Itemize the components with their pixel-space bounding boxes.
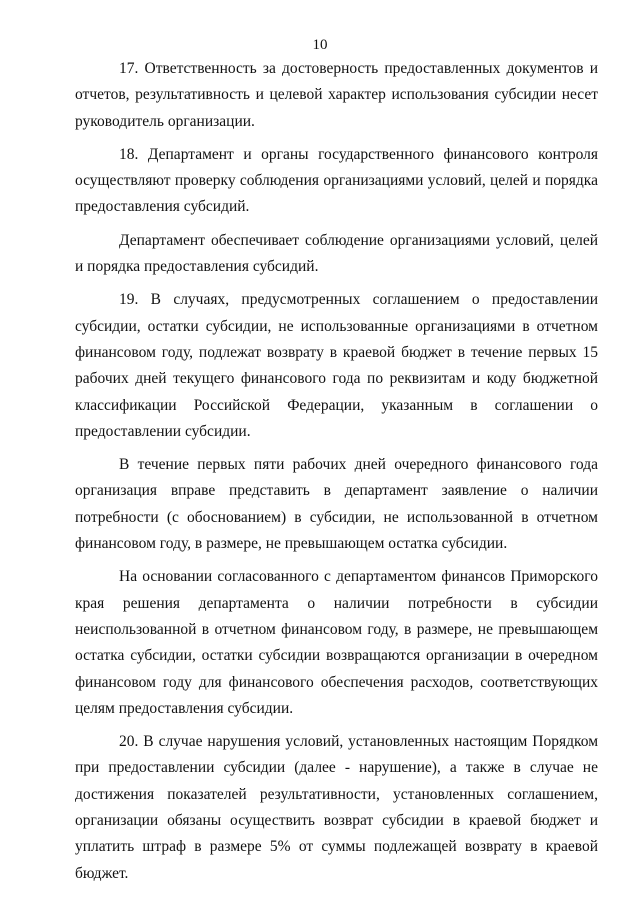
paragraph-18-continuation: Департамент обеспечивает соблюдение организациями условий, целей и порядка предоставления субсидий. (75, 231, 598, 276)
paragraph-19-continuation-1: В течение первых пяти рабочих дней очередного финансового года организация вправе представить в департамент заявление о наличии потребности (с обоснованием) в субсидии, не использованной в отчетном финансовом году, в размере, не превышающем остатка субсидии. (75, 456, 598, 553)
paragraph-19-continuation-2: На основании согласованного с департаментом финансов Приморского края решения департамента о наличии потребности в субсидии неиспользованной в отчетном финансовом году, в размере, не превышающем остатка субсидии, остатки субсидии возвращаются организации в очередном финансовом году для финансового обеспечения расходов, соответствующих целям предоставления субсидии. (75, 568, 598, 717)
paragraph-18: 18. Департамент и органы государственного финансового контроля осуществляют проверку соблюдения организациями условий, целей и порядка предоставления субсидий. (75, 145, 598, 216)
document-body (75, 56, 598, 894)
paragraph-20: 20. В случае нарушения условий, установленных настоящим Порядком при предоставлении субсидии (далее - нарушение), а также в случае не достижения показателей результативности, установленных соглашением, организации обязаны осуществить возврат субсидии в краевой бюджет и уплатить штраф в размере 5% от суммы подлежащей возврату в краевой бюджет. (75, 733, 598, 882)
page-number: 10 (312, 37, 328, 53)
paragraph-17: 17. Ответственность за достоверность предоставленных документов и отчетов, результативность и целевой характер использования субсидии несет руководитель организации. (75, 60, 598, 130)
paragraph-19: 19. В случаях, предусмотренных соглашением о предоставлении субсидии, остатки субсидии, не использованные организациями в отчетном финансовом году, подлежат возврату в краевой бюджет в течение первых 15 рабочих дней текущего финансового года по реквизитам и коду бюджетной классификации Российской Федерации, указанным в соглашении о предоставлении субсидии. (75, 291, 598, 440)
